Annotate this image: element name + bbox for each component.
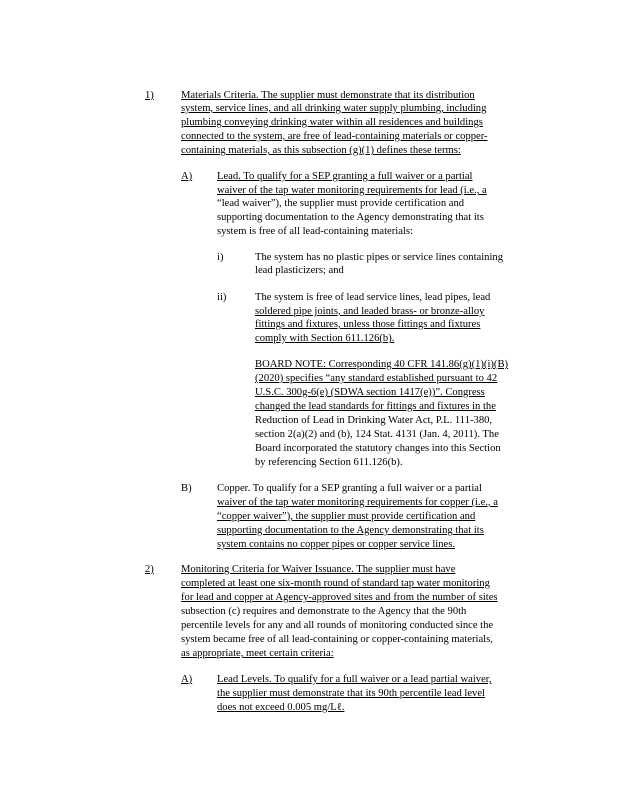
section-2-line: completed at least one six-month round of standard tap water monitoring — [181, 578, 490, 589]
board-note-line: Board incorporated the statutory changes into this Section — [255, 443, 501, 454]
board-note-line: by referencing Section 611.126(b). — [255, 457, 403, 468]
item-ii-line: fittings and fixtures, unless those fittings and fixtures — [255, 319, 481, 330]
item-i-line: lead plasticizers; and — [255, 265, 344, 276]
subsection-1a-line: supporting documentation to the Agency demonstrating that its — [217, 212, 484, 223]
board-note-line: Reduction of Lead in Drinking Water Act, P.L. 111-380, — [255, 415, 493, 426]
section-2-line: as appropriate, meet certain criteria: — [181, 648, 334, 659]
section-2-line: for lead and copper at Agency-approved sites and from the number of sites — [181, 592, 498, 603]
subsection-1a-line: waiver of the tap water monitoring requirements for lead (i.e., a — [217, 185, 487, 196]
subsection-2a-line: Lead Levels. To qualify for a full waiver or a lead partial waiver, — [217, 674, 492, 685]
subsection-2a-number: A) — [181, 674, 193, 685]
subsection-1b-line: waiver of the tap water monitoring requirements for copper (i.e., a — [217, 497, 498, 508]
section-2-line: Monitoring Criteria for Waiver Issuance. The supplier must have — [181, 564, 456, 575]
subsection-1a-line: “lead waiver”), the supplier must provide certification and — [217, 198, 465, 209]
item-ii-line: soldered pipe joints, and leaded brass- or bronze-alloy — [255, 306, 485, 317]
board-note-line: U.S.C. 300g-6(e) (SDWA section 1417(e))”. Congress — [255, 387, 485, 398]
section-2-number: 2) — [145, 564, 154, 575]
board-note-line: section 2(a)(2) and (b), 124 Stat. 4131 (Jan. 4, 2011). The — [255, 429, 499, 440]
item-i-line: The system has no plastic pipes or service lines containing — [255, 252, 504, 263]
subsection-1b-line: supporting documentation to the Agency demonstrating that its — [217, 525, 484, 536]
board-note-line: changed the lead standards for fittings and fixtures in the — [255, 401, 496, 412]
item-ii-line: comply with Section 611.126(b). — [255, 333, 395, 344]
subsection-1b-number: B) — [181, 483, 192, 494]
subsection-1b-line: Copper. To qualify for a SEP granting a full waiver or a partial — [217, 483, 482, 494]
item-ii-line: The system is free of lead service lines, lead pipes, lead — [255, 292, 491, 303]
item-ii-number: ii) — [217, 292, 227, 303]
section-1-line: system, service lines, and all drinking water supply plumbing, including — [181, 103, 487, 114]
subsection-1a-line: system is free of all lead-containing materials: — [217, 226, 413, 237]
section-1-line: connected to the system, are free of lead-containing materials or copper- — [181, 131, 488, 142]
section-1-line: containing materials, as this subsection (g)(1) defines these terms: — [181, 145, 461, 156]
section-1-number: 1) — [145, 90, 154, 101]
section-1-line: plumbing conveying drinking water within all residences and buildings — [181, 117, 483, 128]
subsection-1b-line: system contains no copper pipes or copper service lines. — [217, 539, 455, 550]
subsection-2a-line: the supplier must demonstrate that its 90th percentile lead level — [217, 688, 486, 699]
section-2-line: system became free of all lead-containing or copper-containing materials, — [181, 634, 493, 645]
subsection-1a-line: Lead. To qualify for a SEP granting a full waiver or a partial — [217, 171, 473, 182]
subsection-1a-number: A) — [181, 171, 193, 182]
board-note-line: BOARD NOTE: Corresponding 40 CFR 141.86(g)(1)(i)(B) — [255, 359, 509, 370]
section-1-line: Materials Criteria. The supplier must demonstrate that its distribution — [181, 90, 475, 101]
subsection-1b-line: “copper waiver”), the supplier must provide certification and — [217, 511, 476, 522]
section-2-line: percentile levels for any and all rounds of monitoring conducted since the — [181, 620, 494, 631]
board-note-line: (2020) specifies “any standard established pursuant to 42 — [255, 373, 498, 384]
section-2-line: subsection (c) requires and demonstrate to the Agency that the 90th — [181, 606, 467, 617]
item-i-number: i) — [217, 252, 224, 263]
subsection-2a-line: does not exceed 0.005 mg/Lℓ. — [217, 702, 345, 713]
